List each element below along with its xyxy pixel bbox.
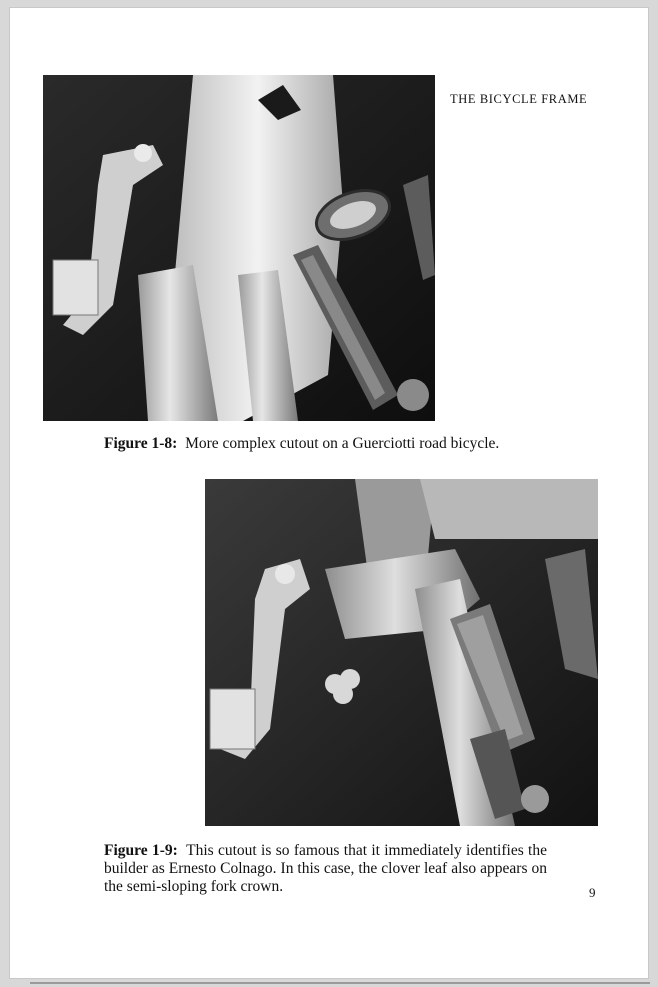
figure-1-9-text: This cutout is so famous that it immediately identifies the builder as Ernesto Colnago. In this case, the clover leaf also appears on the semi-sloping fork crown. xyxy=(104,842,547,895)
figure-1-9-caption xyxy=(104,842,547,896)
figure-1-8-photo xyxy=(43,75,435,421)
figure-1-9-label: Figure 1-9: xyxy=(104,842,178,859)
page-number: 9 xyxy=(589,885,596,900)
figure-1-8-caption xyxy=(104,435,499,453)
figure-1-9-photo xyxy=(205,479,598,826)
figure-1-8-text: More complex cutout on a Guerciotti road bicycle. xyxy=(185,435,500,452)
document-page xyxy=(9,7,649,979)
figure-1-8-label: Figure 1-8: xyxy=(104,435,178,452)
running-header: THE BICYCLE FRAME xyxy=(450,92,588,106)
page-bottom-divider xyxy=(30,982,650,984)
